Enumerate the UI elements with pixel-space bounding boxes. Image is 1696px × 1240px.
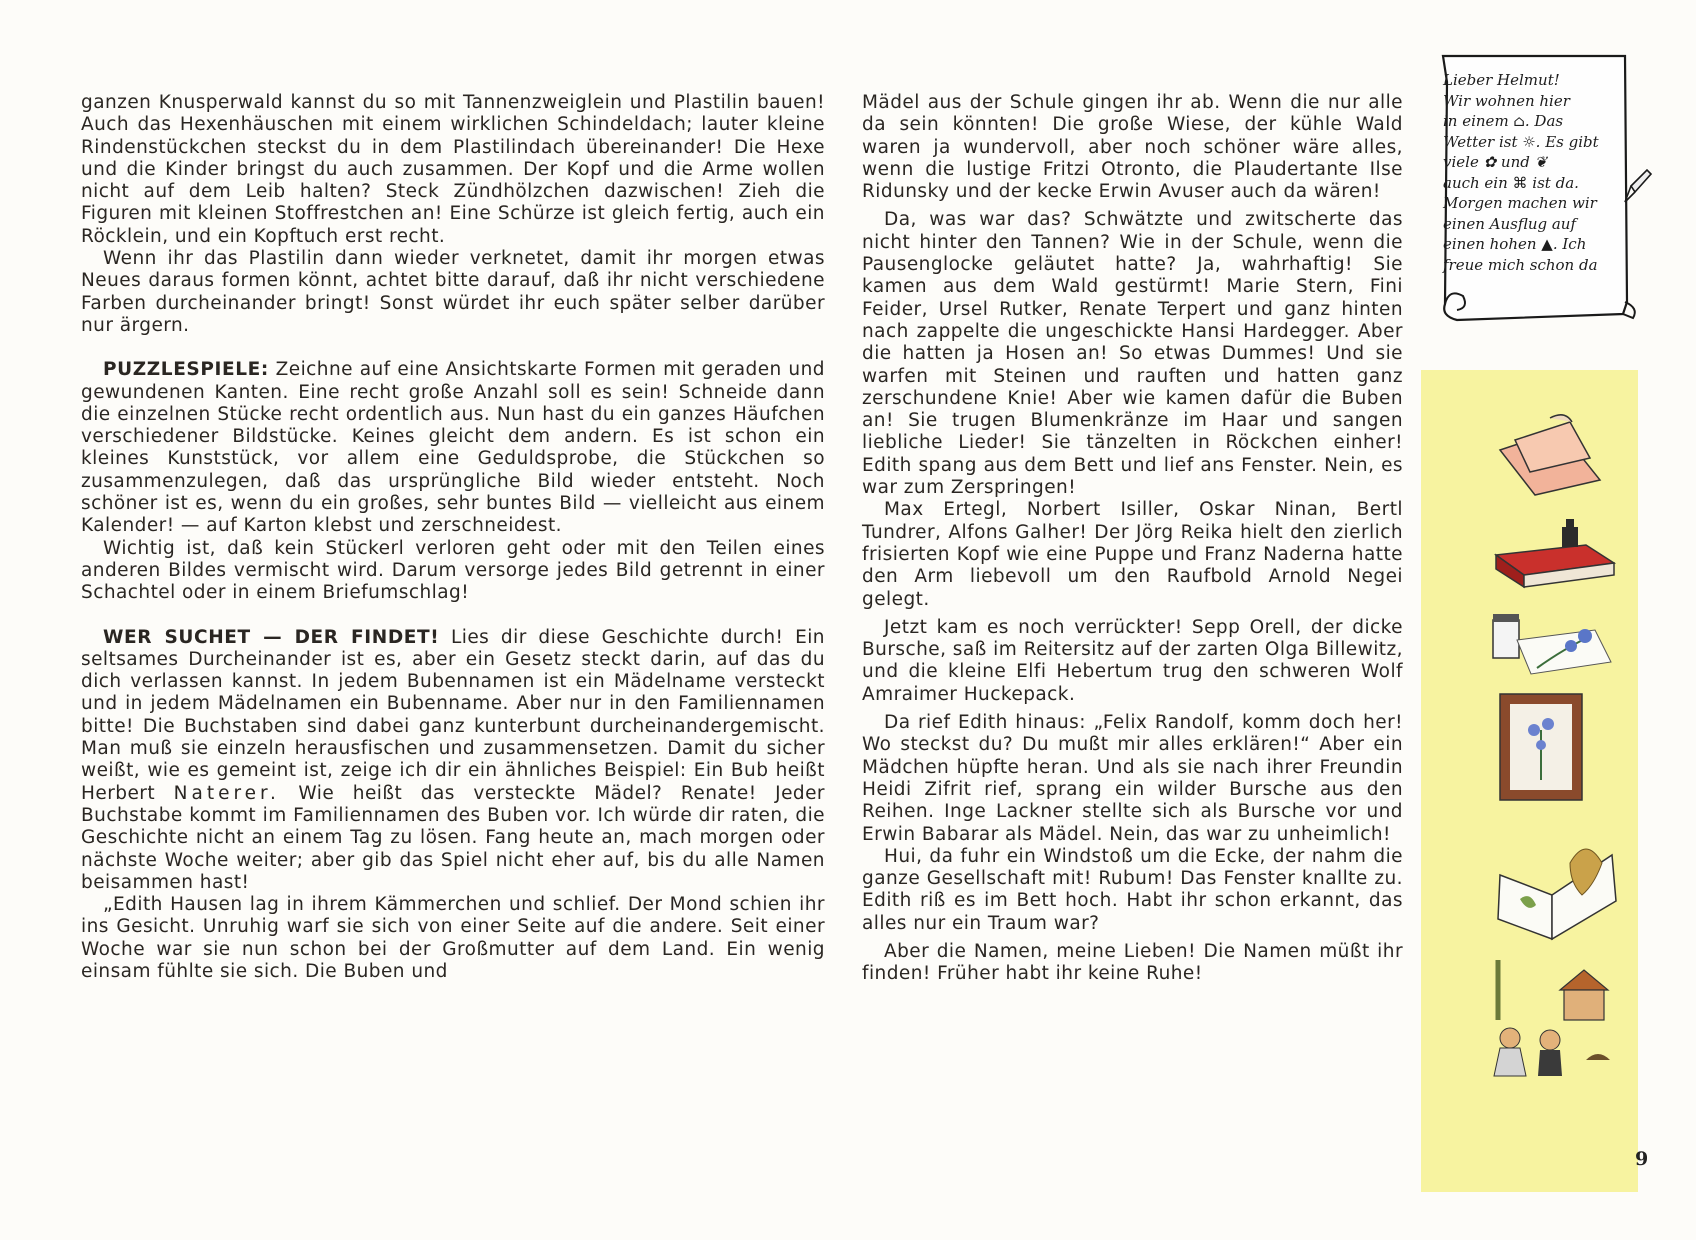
finder-section (81, 627, 825, 895)
letter-line: Lieber Helmut! (1443, 71, 1560, 89)
framed-flower-picture-icon (1496, 690, 1586, 805)
paragraph: Aber die Namen, meine Lieben! Die Namen müßt ihr finden! Früher habt ihr keine Ruhe! (862, 940, 1403, 985)
section-text: Lies dir diese Geschichte durch! Ein seltsames Durcheinander ist es, aber ein Gesetz steckt darin, auf das du dich verlassen kannst. In jedem Bubennamen ist ein Mädelname versteckt und in jedem Mädelnamen ein Bubenname. Aber nur in den Familiennamen bitte! Die Buchstaben sind dabei ganz kunterbunt durcheinandergemischt. Man muß sie einzeln herausfischen und zusammensetzen. Damit du sicher weißt, wie es gemeint ist, zeige ich dir ein ähnliches Beispiel: Ein Bub heißt Herbert (81, 626, 825, 804)
section-heading-wer-suchet: WER SUCHET — DER FINDET! (103, 626, 440, 648)
letter-line: Wetter ist ☼. Es gibt (1443, 132, 1599, 151)
section-text: Zeichne auf eine Ansichtskarte Formen mit geraden und gewundenen Kanten. Eine recht große Anzahl soll es sein! Schneide dann die einzelnen Stücke recht ordentlich aus. Nun hast du ein ganzes Häufchen verschiedener Bildstücke. Keines gleicht dem andern. Es ist schon ein kleines Kunststück, vor allem eine Geduldsprobe, die Stückchen so zusammenzulegen, daß das ursprüngliche Bild wieder entsteht. Noch schöner ist es, wenn du ein großes, sehr buntes Bild — vielleicht aus einem Kalender! — auf Karton klebst und zerschneidest. (81, 359, 825, 537)
left-column (81, 92, 825, 983)
letter-line: freue mich schon da (1443, 255, 1598, 274)
paper-cut-icon (1490, 410, 1610, 500)
paragraph: Hui, da fuhr ein Windstoß um die Ecke, der nahm die ganze Gesellschaft mit! Rubum! Das Fenster knallte zu. Edith riß es im Bett hoch. Habt ihr schon erkannt, das alles nur ein Traum war? (862, 845, 1403, 934)
letter-line: Morgen machen wir (1443, 194, 1597, 212)
section-heading-puzzlespiele: PUZZLESPIELE: (103, 359, 269, 381)
letter-line: einen Ausflug auf (1443, 214, 1577, 233)
paragraph: Mädel aus der Schule gingen ihr ab. Wenn die nur alle da sein könnten! Die große Wiese, der kühle Wald waren ja wundervoll, aber noch schöner wäre alles, wenn die lustige Fritzi Otronto, die Plaudertante Ilse Ridunsky und der kecke Erwin Avuser auch da wären! (862, 92, 1403, 203)
letter-line: auch ein ⌘ ist da. (1443, 173, 1579, 192)
open-book-with-leaf-icon (1490, 815, 1620, 945)
paragraph: Da, was war das? Schwätzte und zwitscherte das nicht hinter den Tannen? Wie in der Schule, wenn die Pausenglocke geläutet hatte? Ja, wahrhaftig! Sie kamen aus dem Wald gestürmt! Marie Stern, Fini Feider, Ursel Rutker, Renate Terpert und ganz hinten nach zappelte die ungeschickte Hansi Hardegger. Aber die hatten ja Hosen an! So etwas Dummes! Und sie warfen mit Steinen und rauften und hatten ganz zerschundene Knie! Aber wie kamen dafür die Buben an! Sie trugen Blumenkränze im Haar und sangen liebliche Lieder! Sie tänzelten in Röckchen einher! Edith spang aus dem Bett und lief ans Fenster. Nein, es war zum Zerspringen! (862, 209, 1403, 499)
toy-figures-and-house-icon (1490, 950, 1625, 1080)
paragraph: ganzen Knusperwald kannst du so mit Tannenzweiglein und Plastilin bauen! Auch das Hexenhäuschen mit einem wirklichen Schindeldach; lauter kleine Rindenstückchen steckst du in dem Plastilindach übereinander! Die Hexe und die Kinder bringst du auch zusammen. Der Kopf und die Arme wollen nicht auf dem Leib halten? Steck Zündhölzchen dazwischen! Zieh die Figuren mit kleinen Stoffrestchen an! Eine Schürze ist gleich fertig, auch ein Röcklein, und ein Kopftuch erst recht. (81, 92, 825, 247)
letter-line: einen hohen ▲. Ich (1443, 235, 1587, 253)
book-with-ink-icon (1490, 515, 1620, 595)
paragraph: Da rief Edith hinaus: „Felix Randolf, komm doch her! Wo steckst du? Du mußt mir alles erklären!“ Aber ein Mädchen hüpfte heran. Und als sie nach ihrer Freundin Heidi Zifrit rief, sprang ein wilder Bursche aus den Reihen. Inge Lackner stellte sich als Bursche vor und Erwin Babarar als Mädel. Nein, das war zu unheimlich! (862, 712, 1403, 845)
example-name: Naterer. (173, 782, 280, 804)
story-paragraph: „Edith Hausen lag in ihrem Kämmerchen und schlief. Der Mond schien ihr ins Gesicht. Unruhig warf sie sich von einer Seite auf die andere. Seit einer Woche war sie nun schon bei der Großmutter auf dem Land. Ein wenig einsam fühlte sie sich. Die Buben und (81, 894, 825, 982)
letter-line: in einem ⌂. Das (1443, 112, 1564, 130)
letter-line: Wir wohnen hier (1443, 91, 1570, 110)
paragraph: Wenn ihr das Plastilin dann wieder verknetet, damit ihr morgen etwas Neues daraus formen könnt, achtet bitte darauf, daß ihr nicht verschiedene Farben durcheinander bringt! Sonst würdet ihr euch später selber darüber nur ärgern. (81, 248, 825, 336)
puzzle-section (81, 359, 825, 537)
paragraph: Wichtig ist, daß kein Stückerl verloren geht oder mit den Teilen eines anderen Bildes vermischt wird. Darum versorge jedes Bild getrennt in einer Schachtel oder in einem Briefumschlag! (81, 537, 825, 604)
letter-line: viele ✿ und ❦ (1443, 153, 1548, 171)
paragraph: Max Ertegl, Norbert Isiller, Oskar Ninan, Bertl Tundrer, Alfons Galher! Der Jörg Reika hielt den zierlich frisierten Kopf wie eine Puppe und Franz Naderna hatte den Arm liebevoll um den Raufbold Arnold Negei gelegt. (862, 499, 1403, 610)
page-number: 9 (1635, 1148, 1649, 1170)
section-text-continued: Wie heißt das versteckte Mädel? Renate! Jeder Buchstabe kommt im Familiennamen des Buben vor. Ich würde dir raten, die Geschichte nicht an einem Tag zu lösen. Fang heute an, mach morgen oder nächste Woche weiter; aber gib das Spiel nicht eher auf, bis du alle Namen beisammen hast! (81, 782, 825, 893)
letter-text (1443, 70, 1631, 275)
glue-and-flower-icon (1485, 600, 1620, 680)
right-column (862, 92, 1403, 986)
paragraph: Jetzt kam es noch verrückter! Sepp Orell, der dicke Bursche, saß im Reitersitz auf der zarten Olga Billewitz, und die kleine Elfi Hebertum trug den schweren Wolf Amraimer Huckepack. (862, 616, 1403, 705)
